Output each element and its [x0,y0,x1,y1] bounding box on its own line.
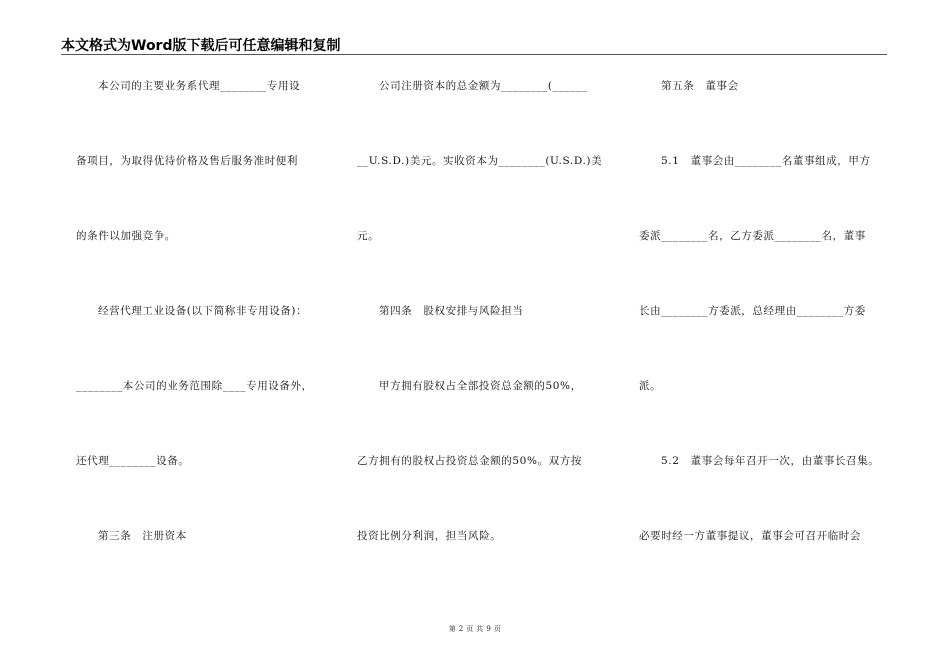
paragraph-line: 本公司的主要业务系代理________专用设 [98,80,301,92]
paragraph-line: 公司注册资本的总金额为________(______ [379,80,588,92]
paragraph-line: 元。 [357,230,380,242]
paragraph-line: 长由________方委派，总经理由________方委 [639,305,866,317]
page-number-footer: 第 2 页 共 9 页 [448,625,502,633]
paragraph-line: __U.S.D.)美元。实收资本为________(U.S.D.)美 [357,155,603,167]
section-heading: 第五条 董事会 [661,80,739,92]
paragraph-line: 必要时经一方董事提议，董事会可召开临时会 [639,530,861,542]
paragraph-line: 备项目，为取得优待价格及售后服务准时便利 [76,155,298,167]
paragraph-line: 5.1 董事会由________名董事组成，甲方 [661,155,871,167]
paragraph-line: 甲方拥有股权占全部投资总金额的50%， [379,380,582,392]
document-header-title: 本文格式为Word版下载后可任意编辑和复制 [61,38,341,54]
paragraph-line: 的条件以加强竞争。 [76,230,176,242]
paragraph-line: 委派________名，乙方委派________名，董事 [639,230,866,242]
paragraph-line: 派。 [639,380,662,392]
header-divider [61,54,887,55]
paragraph-line: 5.2 董事会每年召开一次，由董事长召集。 [661,455,880,467]
paragraph-line: 还代理________设备。 [76,455,190,467]
paragraph-line: 乙方拥有的股权占投资总金额的50%。双方按 [357,455,582,467]
section-heading: 第三条 注册资本 [98,530,187,542]
paragraph-line: 经营代理工业设备(以下简称非专用设备)： [98,305,308,317]
paragraph-line: 投资比例分利润，担当风险。 [357,530,502,542]
paragraph-line: ________本公司的业务范围除____专用设备外， [76,380,313,392]
section-heading: 第四条 股权安排与风险担当 [379,305,524,317]
